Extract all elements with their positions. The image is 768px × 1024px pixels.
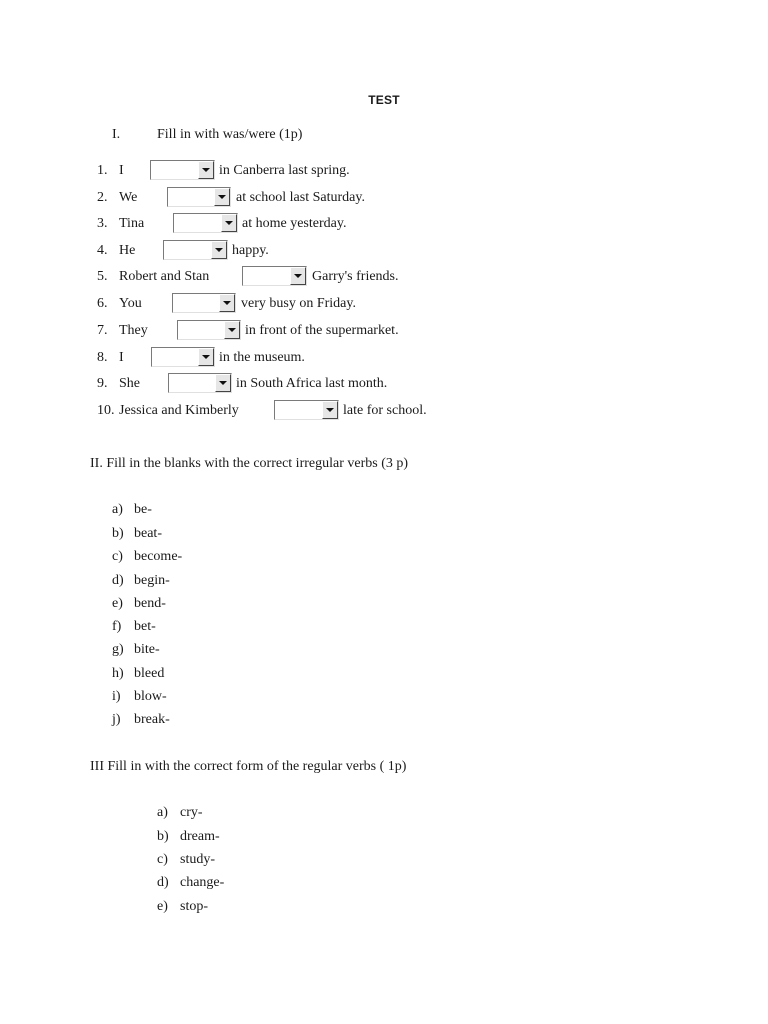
- dropdown-button[interactable]: [224, 321, 240, 339]
- was-were-dropdown[interactable]: [274, 400, 339, 420]
- dropdown-button[interactable]: [211, 241, 227, 259]
- question-subject: I: [119, 350, 124, 365]
- list-label: c): [112, 549, 123, 564]
- chevron-down-icon: [219, 381, 227, 385]
- question-rest: happy.: [232, 243, 269, 258]
- list-word: become-: [134, 549, 183, 564]
- was-were-dropdown[interactable]: [168, 373, 232, 393]
- question-number: 2.: [97, 190, 108, 205]
- list-label: a): [157, 805, 168, 820]
- was-were-dropdown[interactable]: [177, 320, 241, 340]
- question-rest: Garry's friends.: [312, 269, 399, 284]
- dropdown-button[interactable]: [221, 214, 237, 232]
- chevron-down-icon: [215, 248, 223, 252]
- question-rest: in South Africa last month.: [236, 376, 388, 391]
- list-label: a): [112, 502, 123, 517]
- list-word: bite-: [134, 642, 160, 657]
- list-label: b): [112, 526, 124, 541]
- was-were-dropdown[interactable]: [163, 240, 228, 260]
- list-word: stop-: [180, 899, 208, 914]
- question-subject: Tina: [119, 216, 145, 231]
- list-label: e): [157, 899, 168, 914]
- chevron-down-icon: [326, 408, 334, 412]
- question-rest: in the museum.: [219, 350, 305, 365]
- question-rest: in Canberra last spring.: [219, 163, 350, 178]
- question-rest: late for school.: [343, 403, 427, 418]
- list-word: bleed: [134, 666, 165, 681]
- was-were-dropdown[interactable]: [172, 293, 236, 313]
- question-subject: They: [119, 323, 148, 338]
- question-number: 5.: [97, 269, 108, 284]
- section1-heading: Fill in with was/were (1p): [157, 127, 303, 142]
- question-subject: I: [119, 163, 124, 178]
- list-label: d): [112, 573, 124, 588]
- list-word: bend-: [134, 596, 166, 611]
- list-label: f): [112, 619, 122, 634]
- question-subject: She: [119, 376, 140, 391]
- question-subject: Robert and Stan: [119, 269, 210, 284]
- dropdown-button[interactable]: [290, 267, 306, 285]
- question-number: 3.: [97, 216, 108, 231]
- list-label: b): [157, 829, 169, 844]
- question-subject: He: [119, 243, 136, 258]
- list-word: bet-: [134, 619, 156, 634]
- page-title: TEST: [368, 93, 400, 107]
- question-number: 7.: [97, 323, 108, 338]
- list-label: d): [157, 875, 169, 890]
- list-word: blow-: [134, 689, 167, 704]
- question-rest: at school last Saturday.: [236, 190, 365, 205]
- list-word: change-: [180, 875, 225, 890]
- list-label: g): [112, 642, 124, 657]
- question-number: 9.: [97, 376, 108, 391]
- chevron-down-icon: [218, 195, 226, 199]
- list-label: h): [112, 666, 124, 681]
- question-number: 6.: [97, 296, 108, 311]
- dropdown-button[interactable]: [214, 188, 230, 206]
- dropdown-button[interactable]: [198, 161, 214, 179]
- was-were-dropdown[interactable]: [151, 347, 215, 367]
- question-number: 1.: [97, 163, 108, 178]
- dropdown-button[interactable]: [219, 294, 235, 312]
- chevron-down-icon: [225, 221, 233, 225]
- question-subject: We: [119, 190, 138, 205]
- list-word: be-: [134, 502, 152, 517]
- question-rest: at home yesterday.: [242, 216, 347, 231]
- chevron-down-icon: [202, 355, 210, 359]
- list-word: beat-: [134, 526, 162, 541]
- was-were-dropdown[interactable]: [150, 160, 215, 180]
- question-subject: You: [119, 296, 142, 311]
- chevron-down-icon: [228, 328, 236, 332]
- list-label: e): [112, 596, 123, 611]
- list-word: study-: [180, 852, 215, 867]
- section2-heading: II. Fill in the blanks with the correct irregular verbs (3 p): [90, 456, 409, 471]
- question-number: 8.: [97, 350, 108, 365]
- chevron-down-icon: [223, 301, 231, 305]
- list-word: cry-: [180, 805, 203, 820]
- section1-numeral: I.: [112, 127, 121, 142]
- was-were-dropdown[interactable]: [173, 213, 238, 233]
- chevron-down-icon: [202, 168, 210, 172]
- section3-heading: III Fill in with the correct form of the regular verbs ( 1p): [90, 759, 407, 774]
- dropdown-button[interactable]: [198, 348, 214, 366]
- was-were-dropdown[interactable]: [242, 266, 307, 286]
- question-number: 10.: [97, 403, 115, 418]
- question-rest: in front of the supermarket.: [245, 323, 399, 338]
- question-subject: Jessica and Kimberly: [119, 403, 239, 418]
- list-word: break-: [134, 712, 170, 727]
- list-label: i): [112, 689, 121, 704]
- chevron-down-icon: [294, 274, 302, 278]
- dropdown-button[interactable]: [215, 374, 231, 392]
- list-word: dream-: [180, 829, 220, 844]
- question-rest: very busy on Friday.: [241, 296, 356, 311]
- question-number: 4.: [97, 243, 108, 258]
- list-word: begin-: [134, 573, 170, 588]
- dropdown-button[interactable]: [322, 401, 338, 419]
- list-label: j): [112, 712, 121, 727]
- list-label: c): [157, 852, 168, 867]
- was-were-dropdown[interactable]: [167, 187, 231, 207]
